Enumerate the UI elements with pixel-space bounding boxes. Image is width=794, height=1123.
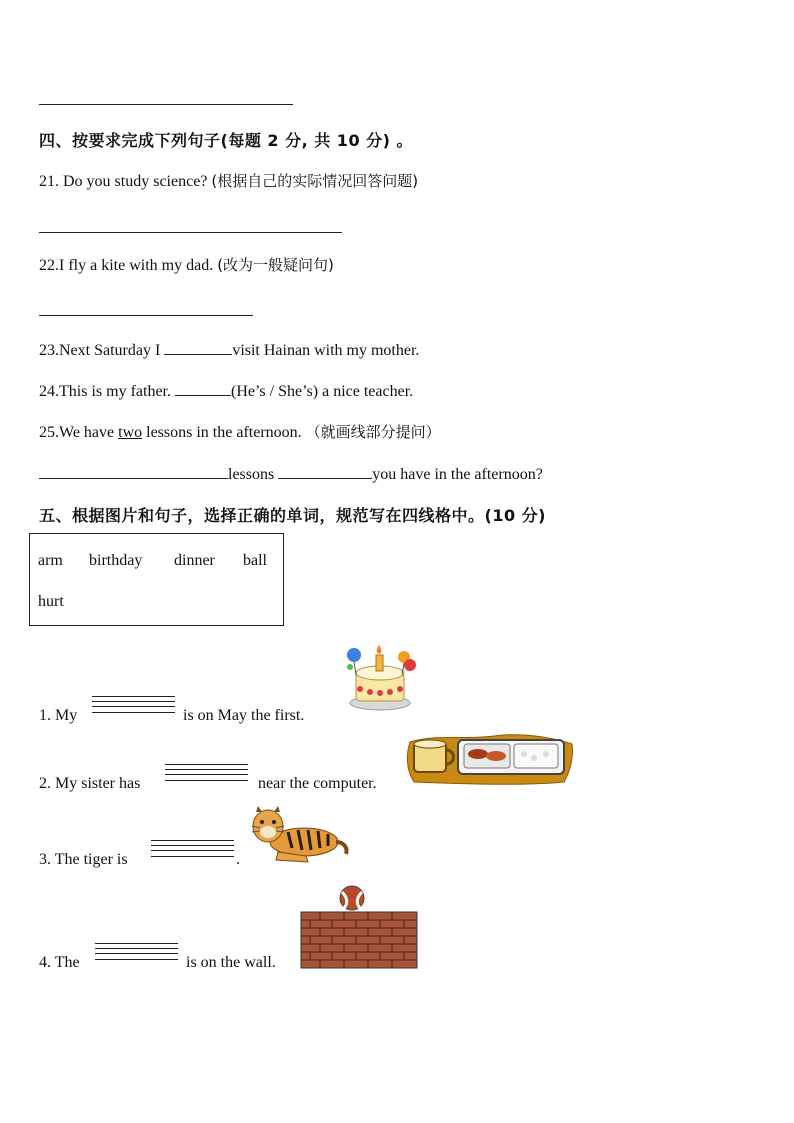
q23-num: 23. [39, 342, 59, 359]
q22-num: 22. [39, 257, 59, 274]
q25-answer [39, 462, 543, 484]
q22 [39, 254, 334, 275]
section5-heading: 五、根据图片和句子，选择正确的单词，规范写在四线格中。(10 分) [39, 506, 546, 525]
q25-post: lessons in the afternoon. [146, 424, 302, 441]
q21-answer-line[interactable] [39, 232, 342, 233]
birthday-cake-icon [342, 641, 416, 715]
q25-blank-2[interactable] [278, 462, 372, 479]
q24-pre: This is my father. [59, 383, 171, 400]
q25-underlined-word: two [118, 424, 143, 441]
item3-pre: 3. The tiger is [39, 851, 128, 868]
item2-four-line-grid[interactable] [165, 764, 248, 782]
q23-pre: Next Saturday I [59, 342, 161, 359]
q21-note: (根据自己的实际情况回答问题) [211, 172, 419, 190]
q25-answer-mid: lessons [228, 466, 275, 483]
ball-on-wall-icon [300, 884, 418, 970]
q24-post: (He’s / She’s) a nice teacher. [230, 383, 414, 400]
section4-heading: 四、按要求完成下列句子(每题 2 分, 共 10 分) 。 [39, 131, 414, 150]
word-bank [29, 533, 284, 626]
q25 [39, 421, 441, 442]
item2-pre: 2. My sister has [39, 775, 141, 792]
item3-four-line-grid[interactable] [151, 840, 234, 858]
q25-blank-1[interactable] [39, 462, 228, 479]
q21-num: 21. [39, 173, 59, 190]
q25-note: （就画线部分提问） [305, 423, 441, 441]
q23-blank[interactable] [164, 338, 232, 355]
tiger-icon [248, 804, 352, 866]
item3-post: . [236, 851, 240, 868]
q25-answer-end: you have in the afternoon? [372, 466, 543, 483]
q22-answer-line[interactable] [39, 315, 253, 316]
q21-text: Do you study science? [63, 173, 208, 190]
item1-post: is on May the first. [183, 707, 305, 724]
item4-pre: 4. The [39, 954, 80, 971]
q24-num: 24. [39, 383, 59, 400]
dinner-tray-icon [404, 732, 576, 788]
item4-four-line-grid[interactable] [95, 943, 178, 961]
q22-note: (改为一般疑问句) [217, 256, 334, 274]
q21 [39, 170, 418, 191]
word-dinner: dinner [174, 552, 215, 569]
item1-four-line-grid[interactable] [92, 696, 175, 714]
q25-num: 25. [39, 424, 59, 441]
item2-post: near the computer. [258, 775, 377, 792]
word-ball: ball [243, 552, 267, 569]
item1-pre: 1. My [39, 707, 78, 724]
q24 [39, 379, 413, 401]
item4-post: is on the wall. [186, 954, 276, 971]
word-birthday: birthday [89, 552, 143, 569]
answer-line-prev[interactable] [39, 104, 293, 105]
q25-pre: We have [59, 424, 115, 441]
word-arm: arm [38, 552, 63, 569]
q23 [39, 338, 419, 360]
q24-blank[interactable] [175, 379, 231, 396]
q23-post: visit Hainan with my mother. [232, 342, 420, 359]
word-hurt: hurt [38, 593, 64, 610]
q22-text: I fly a kite with my dad. [59, 257, 214, 274]
